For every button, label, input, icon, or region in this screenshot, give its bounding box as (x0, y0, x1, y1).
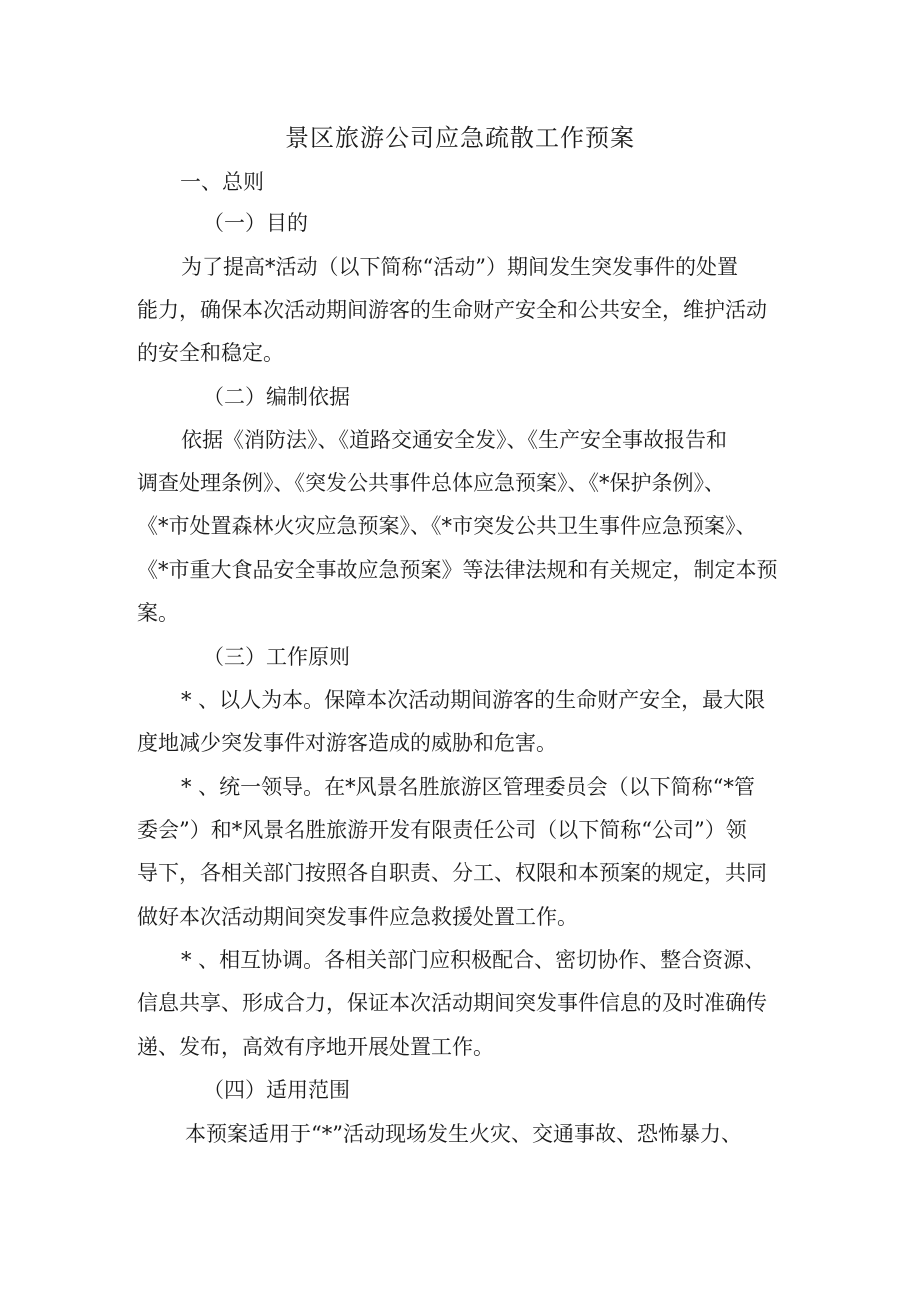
paragraph-line: * 、统一领导。在*风景名胜旅游区管理委员会（以下简称“*管 (181, 775, 755, 799)
paragraph-line: 为了提高*活动（以下简称“活动”）期间发生突发事件的处置 (181, 255, 738, 279)
section-heading-general: 一、总则 (180, 170, 264, 194)
paragraph-line: 本预案适用于“*”活动现场发生火灾、交通事故、恐怖暴力、 (185, 1122, 742, 1146)
paragraph-line: 能力，确保本次活动期间游客的生命财产安全和公共安全，维护活动 (137, 298, 767, 322)
paragraph-line: 的安全和稳定。 (137, 341, 284, 365)
subsection-heading-basis: （二）编制依据 (203, 385, 350, 409)
document-title: 景区旅游公司应急疏散工作预案 (285, 124, 635, 152)
paragraph-line: * 、以人为本。保障本次活动期间游客的生命财产安全，最大限 (181, 688, 766, 712)
subsection-heading-principles: （三）工作原则 (203, 645, 350, 669)
subsection-heading-scope: （四）适用范围 (203, 1078, 350, 1102)
paragraph-line: 导下，各相关部门按照各自职责、分工、权限和本预案的规定，共同 (137, 861, 767, 885)
paragraph-line: 委会”）和*风景名胜旅游开发有限责任公司（以下简称“公司”）领 (137, 818, 747, 842)
paragraph-line: 依据《消防法》、《道路交通安全发》、《生产安全事故报告和 (181, 428, 727, 452)
paragraph-line: 案。 (137, 601, 179, 625)
paragraph-line: 做好本次活动期间突发事件应急救援处置工作。 (137, 905, 578, 929)
paragraph-line: 信息共享、形成合力，保证本次活动期间突发事件信息的及时准确传 (137, 991, 767, 1015)
paragraph-line: 调查处理条例》、《突发公共事件总体应急预案》、《*保护条例》、 (137, 471, 725, 495)
paragraph-line: 递、发布，高效有序地开展处置工作。 (137, 1035, 494, 1059)
subsection-heading-purpose: （一）目的 (203, 211, 308, 235)
paragraph-line: 度地减少突发事件对游客造成的威胁和危害。 (137, 731, 557, 755)
paragraph-line: 《*市处置森林火灾应急预案》、《*市突发公共卫生事件应急预案》、 (137, 514, 757, 538)
paragraph-line: * 、相互协调。各相关部门应积极配合、密切协作、整合资源、 (181, 948, 766, 972)
paragraph-line: 《*市重大食品安全事故应急预案》等法律法规和有关规定，制定本预 (137, 558, 778, 582)
